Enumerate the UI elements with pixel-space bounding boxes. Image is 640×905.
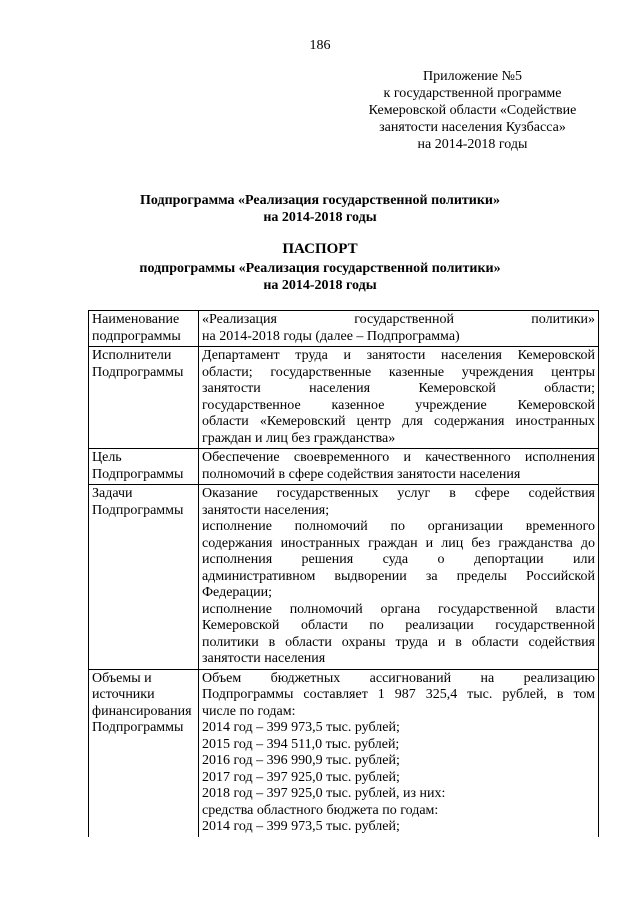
appendix-line: занятости населения Кузбасса» — [379, 120, 566, 135]
row-value-line: 2016 год – 396 990,9 тыс. рублей; — [202, 753, 400, 768]
appendix-line: на 2014-2018 годы — [417, 137, 528, 152]
row-value-line: полномочий в сфере содействия занятости населения — [202, 466, 521, 482]
row-value-line: 2017 год – 397 925,0 тыс. рублей; — [202, 769, 400, 785]
appendix-header — [340, 68, 605, 153]
row-value-line: Объем бюджетных ассигнований на реализацию — [202, 670, 595, 686]
row-value-line: занятости населения Кемеровской области; — [202, 381, 595, 396]
table-row — [89, 449, 599, 485]
row-value-cell — [199, 449, 599, 485]
row-label-line: Подпрограммы — [92, 502, 184, 518]
table-row — [89, 485, 599, 670]
row-label-line: Исполнители — [92, 348, 172, 363]
row-label-line: Подпрограммы — [92, 720, 184, 735]
row-value-line: содержания иностранных граждан и лиц без гражданства до — [202, 535, 595, 551]
row-label-cell — [89, 669, 199, 837]
row-value-cell — [199, 669, 599, 837]
row-value-line: Оказание государственных услуг в сфере содействия — [202, 486, 595, 501]
row-value-line: 2018 год – 397 925,0 тыс. рублей, из них: — [202, 786, 446, 801]
row-value-cell — [199, 347, 599, 449]
appendix-line: к государственной программе — [383, 86, 562, 101]
row-value-cell — [199, 485, 599, 670]
row-label-cell — [89, 347, 199, 449]
row-value-line: 2014 год – 399 973,5 тыс. рублей; — [202, 720, 400, 735]
passport-subtitle-line: на 2014-2018 годы — [263, 278, 377, 293]
table-row — [89, 311, 599, 347]
row-label-line: финансирования — [92, 703, 192, 719]
row-value-line: исполнения решения суда о депортации или — [202, 552, 595, 567]
row-value-line: «Реализация государственной политики» — [202, 312, 595, 327]
row-value-line: административном выдворении за пределы Российской — [202, 568, 595, 584]
row-value-line: Подпрограммы составляет 1 987 325,4 тыс. рублей, в том — [202, 687, 595, 702]
table-row — [89, 347, 599, 449]
row-label-cell — [89, 311, 199, 347]
row-value-line: граждан и лиц без гражданства» — [202, 430, 396, 446]
passport-subtitle-line: подпрограммы «Реализация государственной политики» — [139, 261, 501, 276]
page-number: 186 — [309, 38, 331, 53]
row-value-line: числе по годам: — [202, 703, 296, 719]
row-label-line: источники — [92, 687, 155, 702]
row-label-line: Подпрограммы — [92, 364, 184, 380]
row-label-line: Наименование — [92, 312, 180, 327]
passport-table — [88, 310, 599, 837]
row-value-line: 2014 год – 399 973,5 тыс. рублей; — [202, 819, 400, 834]
row-value-line: государственное казенное учреждение Кемеровской — [202, 397, 595, 413]
row-value-line: Департамент труда и занятости населения Кемеровской — [202, 348, 595, 363]
subprogram-title-line: на 2014-2018 годы — [263, 210, 377, 225]
appendix-line: Кемеровской области «Содействие — [368, 103, 577, 118]
row-label-line: Задачи — [92, 486, 133, 501]
row-value-line: исполнение полномочий по организации временного — [202, 519, 595, 534]
row-value-line: Федерации; — [202, 585, 273, 600]
row-value-line: Кемеровской области по реализации государственной — [202, 618, 595, 633]
row-value-cell — [199, 311, 599, 347]
row-label-cell — [89, 449, 199, 485]
row-value-line: политики в области охраны труда и в области содействия — [202, 634, 595, 650]
row-value-line: исполнение полномочий органа государственной власти — [202, 601, 595, 617]
passport-title: ПАСПОРТ — [282, 241, 358, 257]
row-value-line: области; государственные казенные учреждения центры — [202, 364, 595, 380]
subprogram-title-line: Подпрограмма «Реализация государственной политики» — [140, 193, 500, 208]
row-label-cell — [89, 485, 199, 670]
subprogram-title — [0, 192, 640, 226]
appendix-line: Приложение №5 — [423, 69, 522, 84]
row-value-line: средства областного бюджета по годам: — [202, 802, 439, 818]
row-value-line: области «Кемеровский центр для содержания иностранных — [202, 414, 595, 429]
row-label-line: Объемы и — [92, 670, 152, 686]
row-label-line: подпрограммы — [92, 328, 181, 344]
row-label-line: Цель — [92, 450, 122, 465]
row-value-line: занятости населения — [202, 651, 326, 666]
row-value-line: занятости населения; — [202, 502, 330, 518]
row-value-line: 2015 год – 394 511,0 тыс. рублей; — [202, 736, 400, 752]
table-row — [89, 669, 599, 837]
passport-table-body — [89, 311, 599, 837]
row-value-line: на 2014-2018 годы (далее – Подпрограмма) — [202, 328, 460, 344]
row-value-line: Обеспечение своевременного и качественного исполнения — [202, 450, 595, 465]
row-label-line: Подпрограммы — [92, 466, 184, 482]
passport-heading — [0, 241, 640, 294]
